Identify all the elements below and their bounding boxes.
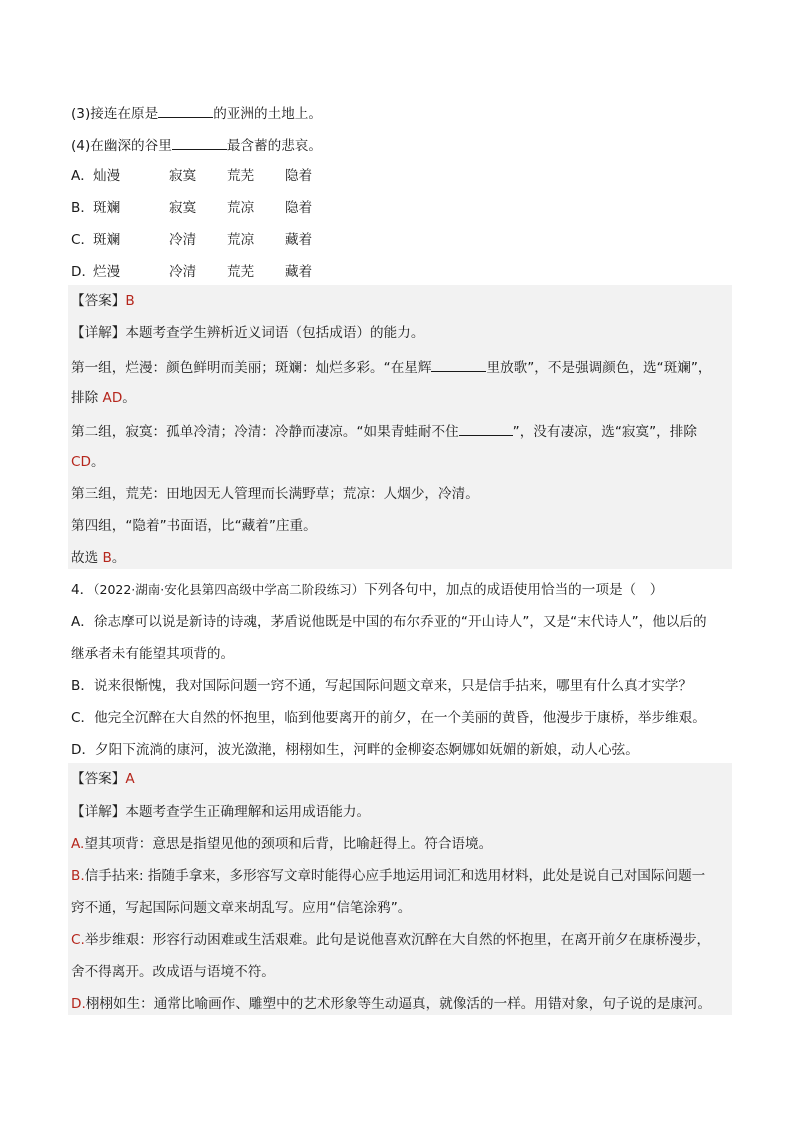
detail-group-4 — [71, 517, 317, 535]
option-word: 寂寞 — [169, 200, 197, 216]
detail-text: 望其项背：意思是指望见他的颈项和后背，比喻赶得上。符合语境。 — [84, 836, 493, 852]
detail-text: 。 — [90, 454, 105, 470]
detail-4-d — [71, 995, 711, 1013]
detail-group-2-cont — [71, 453, 105, 471]
conclusion-3 — [71, 549, 125, 567]
question-number: 4． — [71, 582, 94, 598]
fill-item-4 — [71, 135, 322, 155]
detail-text: 。 — [111, 550, 126, 566]
detail-4-b — [71, 867, 705, 885]
answer-line-4 — [71, 770, 135, 788]
detail-text: 第四组，“隐着”书面语，比“藏着”庄重。 — [71, 518, 317, 534]
detail-text: 窍不通，写起国际问题文章来胡乱写。应用“信笔涂鸦”。 — [71, 900, 412, 916]
option-label: B． — [71, 200, 94, 216]
option-label: D. — [71, 996, 86, 1012]
answer-tag: 【答案】 — [71, 771, 126, 787]
detail-text: 舍不得离开。改成语与语境不符。 — [71, 964, 275, 980]
detail-text: 信手拈来: 指随手拿来，多形容写文章时能得心应手地运用词汇和选用材料，此处是说自己对国际问题一 — [84, 868, 706, 884]
detail-text: ”，没有凄凉，选“寂寞”，排除 — [512, 424, 697, 440]
q4-option-a — [71, 613, 707, 631]
option-text: 继承者未有能望其项背的。 — [71, 646, 235, 662]
detail-4-a — [71, 835, 492, 853]
option-d — [71, 263, 312, 281]
option-word: 荒凉 — [227, 232, 255, 248]
answer-blank — [158, 103, 213, 118]
detail-tag: 【详解】 — [71, 804, 126, 820]
question-4-stem — [71, 581, 663, 599]
option-text: C．他完全沉醉在大自然的怀抱里，临到他要离开的前夕，在一个美丽的黄昏，他漫步于康桥，举步维艰。 — [71, 710, 706, 726]
detail-group-2 — [71, 421, 697, 441]
detail-intro-3 — [71, 324, 424, 342]
option-word: 灿漫 — [93, 168, 121, 184]
fill-item-3-pre: (3)接连在原是 — [71, 106, 159, 122]
detail-intro-text: 本题考查学生正确理解和运用成语能力。 — [125, 804, 371, 820]
option-word: 藏着 — [285, 232, 313, 248]
answer-blank — [459, 421, 513, 436]
answer-value: B — [125, 293, 135, 309]
detail-text: 排除 — [71, 390, 103, 406]
option-word: 荒芜 — [227, 264, 255, 280]
option-c — [71, 231, 312, 249]
option-text: D．夕阳下流淌的康河，波光潋滟，栩栩如生，河畔的金柳姿态婀娜如妩媚的新娘，动人心弦。 — [71, 742, 639, 758]
question-source: （2022·湖南·安化县第四高级中学高二阶段练习） — [93, 582, 365, 597]
detail-text: 第一组，烂漫：颜色鲜明而美丽；斑斓：灿烂多彩。“在星辉 — [71, 360, 432, 376]
detail-intro-text: 本题考查学生辨析近义词语（包括成语）的能力。 — [125, 325, 425, 341]
detail-text: 故选 — [71, 550, 103, 566]
fill-item-3-post: 的亚洲的土地上。 — [213, 106, 322, 122]
answer-blank — [172, 135, 227, 150]
detail-tag: 【详解】 — [71, 325, 126, 341]
q4-option-a-cont — [71, 645, 234, 663]
option-label: B. — [71, 868, 85, 884]
q4-option-c — [71, 709, 706, 727]
fill-item-4-pre: (4)在幽深的谷里 — [71, 138, 172, 154]
detail-text: 里放歌”，不是强调颜色，选“斑斓”， — [486, 360, 712, 376]
option-word: 藏着 — [285, 264, 313, 280]
option-text: B．说来很惭愧，我对国际问题一窍不通，写起国际问题文章来，只是信手拈来，哪里有什么真才实学？ — [71, 678, 693, 694]
highlight-text: CD — [71, 454, 91, 470]
option-text: A．徐志摩可以说是新诗的诗魂，茅盾说他既是中国的布尔乔亚的“开山诗人”，又是“末代诗人”，他以后的 — [71, 614, 707, 630]
option-a — [71, 167, 312, 185]
detail-text: 第二组，寂寞：孤单冷清；冷清：冷静而凄凉。“如果青蛙耐不住 — [71, 424, 459, 440]
answer-blank — [431, 357, 486, 372]
option-label: A． — [71, 168, 94, 184]
option-word: 寂寞 — [169, 168, 197, 184]
highlight-text: AD — [102, 390, 123, 406]
highlight-text: B — [102, 550, 112, 566]
detail-group-1 — [71, 357, 712, 377]
fill-item-4-post: 最含蓄的悲哀。 — [226, 138, 322, 154]
option-label: A. — [71, 836, 85, 852]
option-word: 隐着 — [285, 168, 313, 184]
option-word: 斑斓 — [93, 200, 121, 216]
question-stem: 下列各句中，加点的成语使用恰当的一项是（ ） — [364, 582, 664, 598]
answer-value: A — [125, 771, 135, 787]
option-label: D． — [71, 264, 96, 280]
option-word: 斑斓 — [93, 232, 121, 248]
option-word: 冷清 — [169, 264, 197, 280]
fill-item-3 — [71, 103, 322, 123]
detail-text: 第三组，荒芜：田地因无人管理而长满野草；荒凉：人烟少，冷清。 — [71, 486, 479, 502]
option-b — [71, 199, 312, 217]
option-word: 冷清 — [169, 232, 197, 248]
option-label: C. — [71, 932, 85, 948]
option-word: 烂漫 — [93, 264, 121, 280]
detail-intro-4 — [71, 803, 370, 821]
option-word: 隐着 — [285, 200, 313, 216]
answer-line-3 — [71, 292, 135, 310]
q4-option-b — [71, 677, 692, 695]
q4-option-d — [71, 741, 639, 759]
detail-text: 。 — [122, 390, 136, 406]
option-word: 荒凉 — [227, 200, 255, 216]
detail-text: 栩栩如生：通常比喻画作、雕塑中的艺术形象等生动逼真，就像活的一样。用错对象，句子说的是康河。 — [85, 996, 712, 1012]
detail-group-3 — [71, 485, 479, 503]
option-word: 荒芜 — [227, 168, 255, 184]
option-label: C． — [71, 232, 95, 248]
detail-group-1-cont — [71, 389, 136, 407]
detail-4-c-cont — [71, 963, 275, 981]
detail-4-c — [71, 931, 710, 949]
detail-text: 举步维艰：形容行动困难或生活艰难。此句是说他喜欢沉醉在大自然的怀抱里，在离开前夕在康桥漫步， — [84, 932, 711, 948]
answer-tag: 【答案】 — [71, 293, 126, 309]
detail-4-b-cont — [71, 899, 411, 917]
